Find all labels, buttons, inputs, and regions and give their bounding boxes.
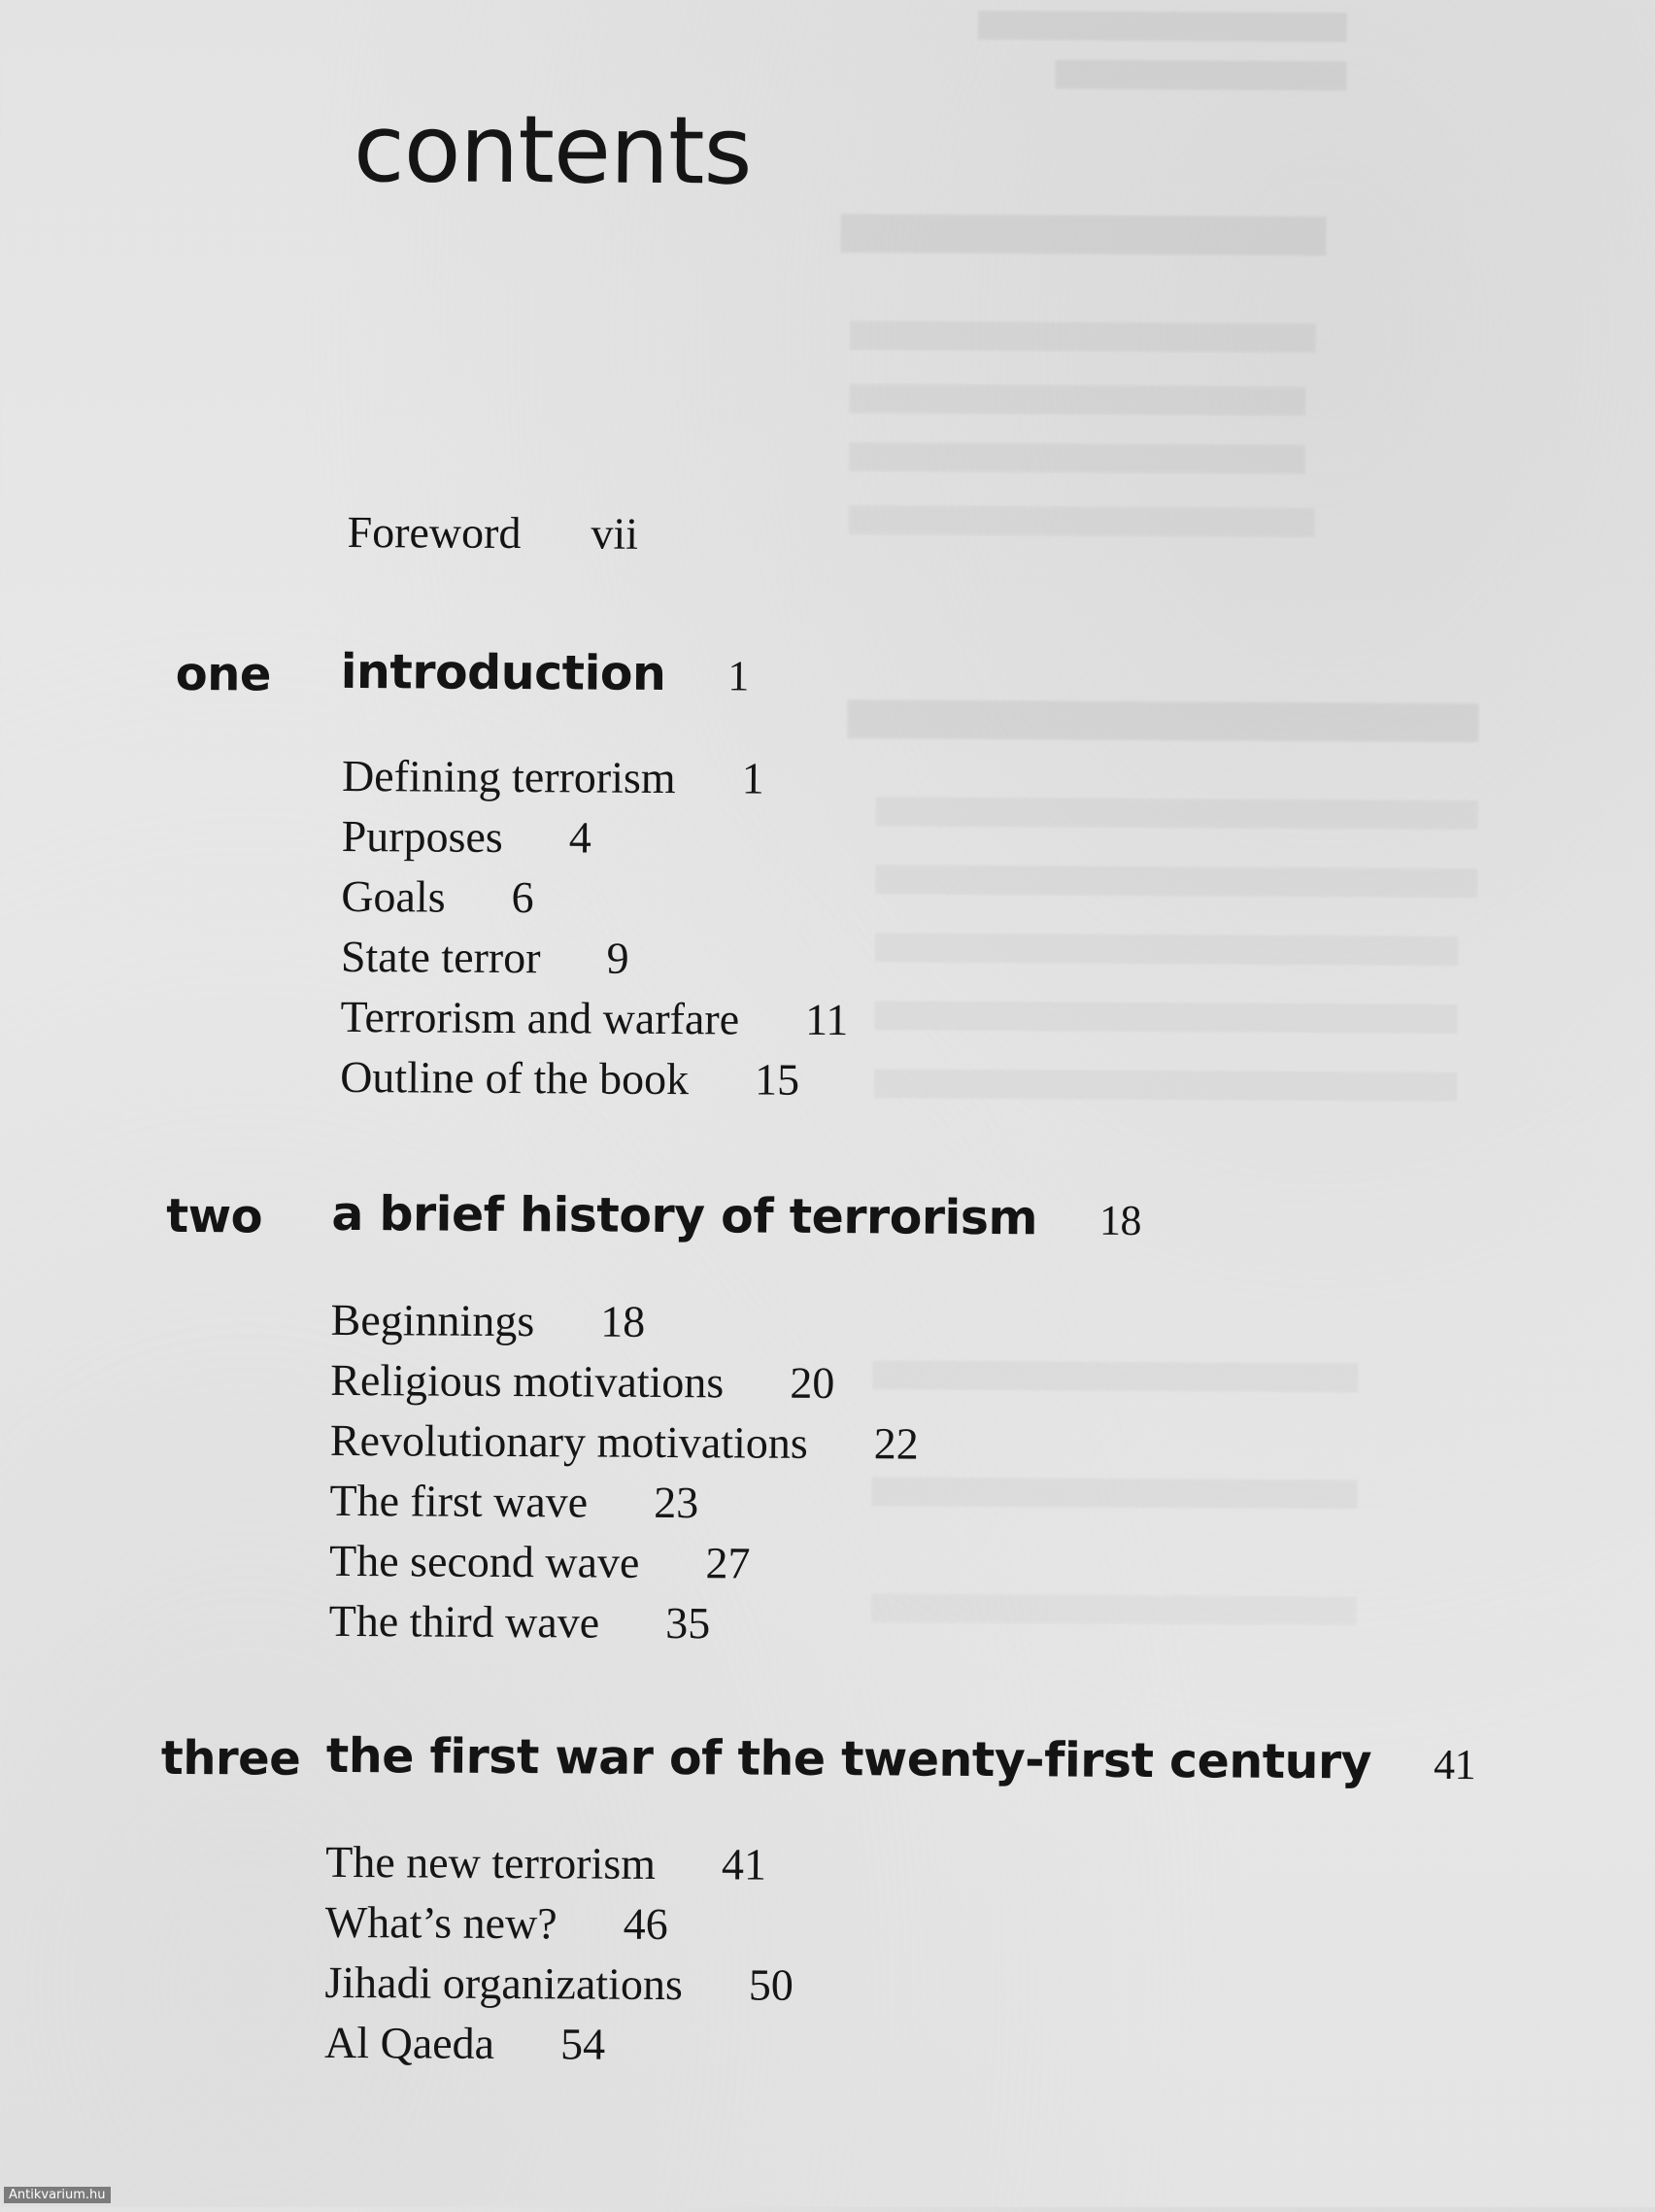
entry-page: 15: [754, 1054, 800, 1105]
entry-title: The new terrorism: [325, 1836, 657, 1889]
entry-title: Jihadi organizations: [324, 1957, 683, 2010]
toc-entry[interactable]: [340, 987, 848, 1050]
entry-page: 18: [600, 1296, 646, 1346]
show-through-texture: [7, 0, 1655, 5]
entry-title: Outline of the book: [340, 1051, 690, 1105]
toc-entry[interactable]: [342, 746, 850, 809]
entry-title: Defining terrorism: [341, 750, 676, 803]
toc-entry[interactable]: [330, 1411, 919, 1475]
entry-page: 4: [568, 812, 591, 863]
entry-title: What’s new?: [324, 1896, 557, 1949]
entry-title: Terrorism and warfare: [340, 991, 740, 1044]
entry-page: 6: [511, 872, 534, 923]
entry-page: 27: [705, 1538, 751, 1588]
chapter-heading[interactable]: [325, 1727, 1476, 1790]
chapter-title: a brief history of terrorism: [331, 1185, 1038, 1246]
entry-title: Purposes: [341, 810, 503, 862]
chapter-number: two: [166, 1188, 263, 1244]
entry-title: Revolutionary motivations: [329, 1414, 808, 1468]
toc-foreword[interactable]: [347, 506, 639, 559]
toc-entry[interactable]: [325, 1892, 794, 1956]
entry-page: 20: [790, 1357, 835, 1409]
entry-page: 35: [665, 1597, 711, 1649]
entry-page: 22: [873, 1418, 919, 1469]
toc-entry[interactable]: [340, 1047, 848, 1110]
entry-title: State terror: [340, 931, 541, 983]
entry-title: Goals: [341, 870, 446, 922]
toc-entry[interactable]: [329, 1471, 918, 1535]
chapter-number: one: [175, 646, 272, 702]
entry-title: Religious motivations: [330, 1354, 725, 1408]
section-list: [324, 1832, 794, 2076]
entry-title: The first wave: [329, 1475, 589, 1527]
page-title: contents: [353, 94, 752, 206]
entry-title: The second wave: [328, 1535, 640, 1587]
chapter-title: the first war of the twenty-first century: [325, 1727, 1372, 1790]
entry-page: 41: [721, 1839, 767, 1889]
toc-entry[interactable]: [329, 1531, 918, 1595]
chapter-heading[interactable]: [331, 1185, 1142, 1246]
entry-title: Beginnings: [330, 1294, 535, 1346]
chapter-heading[interactable]: [340, 643, 750, 701]
chapter-page: 1: [727, 652, 750, 700]
chapter-page: 41: [1433, 1740, 1476, 1789]
toc-entry[interactable]: [324, 2013, 794, 2076]
watermark: Antikvarium.hu: [4, 2187, 111, 2203]
section-list: [340, 746, 850, 1110]
toc-entry[interactable]: [341, 806, 849, 869]
entry-page: 54: [559, 2019, 606, 2069]
entry-page: 23: [654, 1477, 699, 1528]
foreword-page: vii: [591, 508, 639, 559]
toc-entry[interactable]: [325, 1832, 794, 1895]
toc-entry[interactable]: [341, 927, 849, 990]
section-list: [329, 1290, 920, 1655]
entry-page: 1: [741, 753, 764, 803]
toc-entry[interactable]: [329, 1591, 918, 1655]
entry-title: Al Qaeda: [323, 2017, 495, 2068]
toc-entry[interactable]: [330, 1350, 919, 1414]
toc-entry[interactable]: [330, 1290, 919, 1354]
toc-entry[interactable]: [324, 1953, 794, 2016]
entry-title: The third wave: [328, 1595, 600, 1648]
chapter-number: three: [160, 1730, 301, 1787]
foreword-label: Foreword: [347, 506, 522, 559]
entry-page: 11: [804, 994, 849, 1045]
entry-page: 46: [623, 1898, 668, 1950]
toc-entry[interactable]: [341, 867, 849, 930]
chapter-title: introduction: [340, 643, 666, 701]
entry-page: 50: [748, 1959, 794, 2010]
chapter-page: 18: [1098, 1196, 1142, 1244]
entry-page: 9: [606, 933, 629, 983]
